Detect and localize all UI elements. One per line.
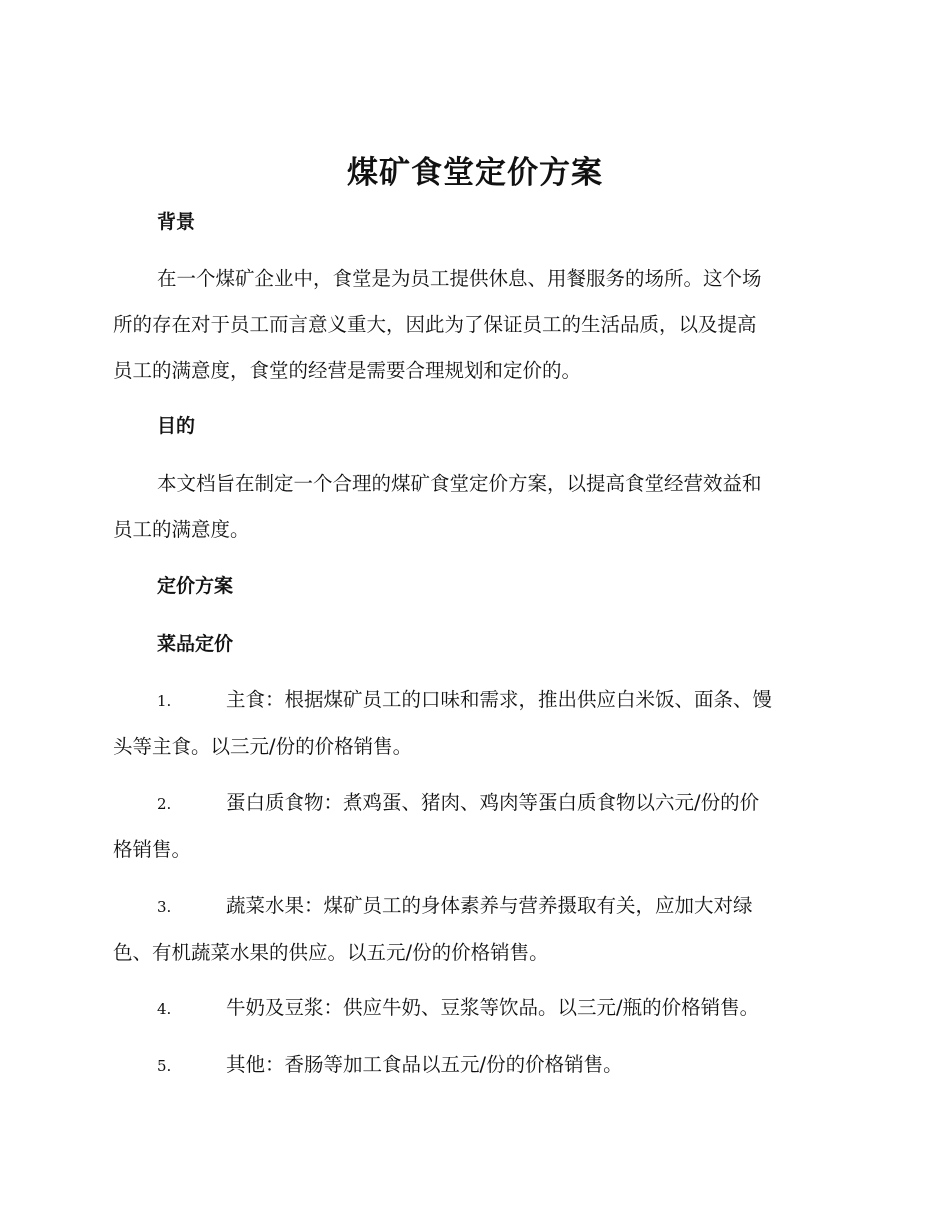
heading-background: 背景	[157, 211, 196, 233]
paragraph-line: 所的存在对于员工而言意义重大，因此为了保证员工的生活品质，以及提高	[113, 313, 757, 336]
paragraph-line: 员工的满意度。	[113, 518, 250, 541]
list-item-text: 蛋白质食物：煮鸡蛋、猪肉、鸡肉等蛋白质食物以六元/份的价	[226, 791, 760, 814]
heading-pricing-plan: 定价方案	[157, 575, 234, 597]
heading-dish-pricing: 菜品定价	[157, 633, 234, 655]
list-item-text: 头等主食。以三元/份的价格销售。	[113, 735, 413, 758]
list-item-text: 主食：根据煤矿员工的口味和需求，推出供应白米饭、面条、馒	[226, 688, 773, 711]
list-item-number: 5.	[157, 1057, 172, 1075]
list-item-number: 3.	[157, 898, 172, 916]
list-item	[113, 677, 835, 770]
list-item-text: 蔬菜水果：煤矿员工的身体素养与营养摄取有关，应加大对绿	[226, 894, 753, 917]
list-item	[113, 985, 835, 1032]
heading-purpose: 目的	[157, 415, 196, 437]
list-item-text: 其他：香肠等加工食品以五元/份的价格销售。	[226, 1053, 623, 1076]
document-title: 煤矿食堂定价方案	[347, 155, 603, 191]
list-item	[113, 883, 835, 976]
list-item-number: 1.	[157, 692, 172, 710]
paragraph-purpose	[113, 461, 835, 553]
paragraph-line: 本文档旨在制定一个合理的煤矿食堂定价方案，以提高食堂经营效益和	[157, 472, 762, 495]
list-item-number: 4.	[157, 1000, 172, 1018]
list-item	[113, 1042, 835, 1089]
list-item-text: 色、有机蔬菜水果的供应。以五元/份的价格销售。	[113, 941, 549, 964]
list-item-number: 2.	[157, 795, 172, 813]
list-item-text: 格销售。	[113, 838, 192, 861]
list-item-text: 牛奶及豆浆：供应牛奶、豆浆等饮品。以三元/瓶的价格销售。	[226, 996, 760, 1019]
paragraph-line: 员工的满意度，食堂的经营是需要合理规划和定价的。	[113, 359, 582, 382]
paragraph-background	[113, 256, 835, 394]
paragraph-line: 在一个煤矿企业中，食堂是为员工提供休息、用餐服务的场所。这个场	[157, 267, 762, 290]
list-item	[113, 780, 835, 873]
